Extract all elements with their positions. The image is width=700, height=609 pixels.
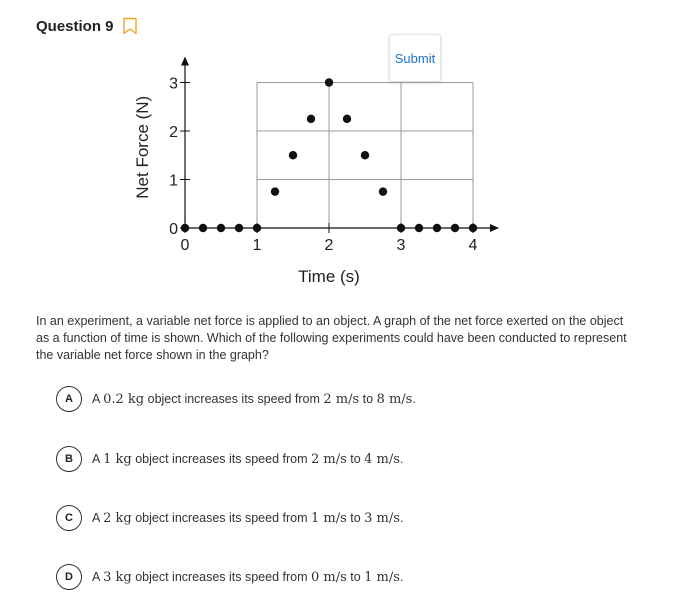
data-point [361, 151, 369, 159]
data-point [379, 187, 387, 195]
data-point [325, 78, 333, 86]
choice-a-badge: A [56, 386, 82, 412]
bookmark-icon[interactable] [122, 17, 138, 35]
question-header [36, 17, 138, 35]
data-point [415, 224, 423, 232]
x-axis-arrow [490, 224, 499, 232]
data-point [397, 224, 405, 232]
choice-d-badge: D [56, 564, 82, 590]
data-point [271, 187, 279, 195]
data-point [253, 224, 261, 232]
data-point [433, 224, 441, 232]
question-prompt: In an experiment, a variable net force is applied to an object. A graph of the net force exerted on the object as a function of time is shown. Which of the following experiments could have been conducted to represent the variable net force shown in the graph? [36, 314, 627, 362]
chart-svg [120, 40, 510, 290]
x-axis-label: Time (s) [298, 267, 360, 286]
submit-button[interactable]: Submit [389, 34, 441, 82]
choice-b-badge: B [56, 446, 82, 472]
data-point [235, 224, 243, 232]
choice-b[interactable] [56, 446, 403, 472]
question-title: Question 9 [36, 17, 114, 35]
data-point [451, 224, 459, 232]
x-tick-label: 4 [468, 237, 478, 254]
y-axis-arrow [181, 57, 189, 66]
choice-b-text: A 1 kg object increases its speed from 2 m/s to 4 m/s. [92, 451, 404, 467]
x-tick-label: 0 [180, 237, 190, 254]
data-point [469, 224, 477, 232]
choice-d-text: A 3 kg object increases its speed from 0 m/s to 1 m/s. [92, 569, 404, 585]
y-tick-label: 0 [169, 221, 178, 238]
force-time-chart [120, 40, 510, 295]
x-tick-label: 3 [396, 237, 406, 254]
data-point [307, 115, 315, 123]
data-point [181, 224, 189, 232]
data-point [289, 151, 297, 159]
choice-a[interactable] [56, 386, 416, 412]
choice-c-text: A 2 kg object increases its speed from 1 m/s to 3 m/s. [92, 510, 404, 526]
choice-d[interactable] [56, 564, 403, 590]
x-tick-label: 2 [324, 237, 334, 254]
y-tick-label: 2 [169, 124, 178, 141]
choice-a-text: A 0.2 kg object increases its speed from 2 m/s to 8 m/s. [92, 391, 416, 407]
choice-c[interactable] [56, 505, 403, 531]
choice-c-badge: C [56, 505, 82, 531]
y-tick-label: 1 [169, 172, 178, 190]
data-point [199, 224, 207, 232]
y-tick-label: 3 [169, 75, 178, 93]
data-point [217, 224, 225, 232]
data-point [343, 115, 351, 123]
y-axis-label: Net Force (N) [133, 95, 152, 199]
x-tick-label: 1 [252, 237, 262, 254]
